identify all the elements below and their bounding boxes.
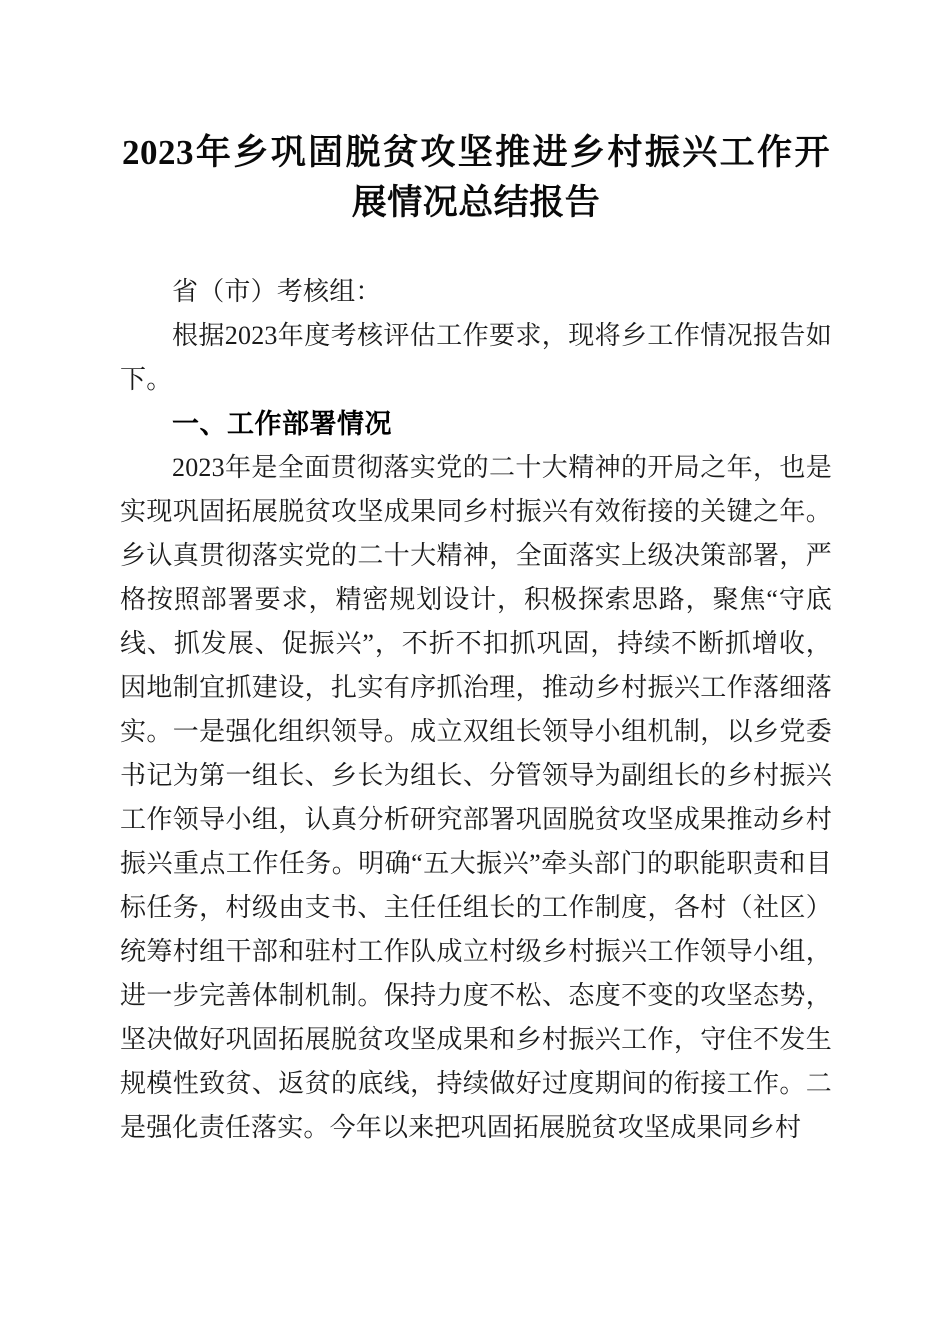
salutation: 省（市）考核组：: [172, 277, 382, 306]
section-1-paragraph-1: 2023年是全面贯彻落实党的二十大精神的开局之年，也是实现巩固拓展脱贫攻坚成果同乡村振兴有效衔接的关键之年。乡认真贯彻落实党的二十大精神，全面落实上级决策部署，严格按照部署要求，精密规划设计，积极探索思路，聚焦“守底线、抓发展、促振兴”，不折不扣抓巩固，持续不断抓增收，因地制宜抓建设，扎实有序抓治理，推动乡村振兴工作落细落实。一是强化组织领导。成立双组长领导小组机制，以乡党委书记为第一组长、乡长为组长、分管领导为副组长的乡村振兴工作领导小组，认真分析研究部署巩固脱贫攻坚成果推动乡村振兴重点工作任务。明确“五大振兴”牵头部门的职能职责和目标任务，村级由支书、主任任组长的工作制度，各村（社区）统筹村组干部和驻村工作队成立村级乡村振兴工作领导小组，进一步完善体制机制。保持力度不松、态度不变的攻坚态势，坚决做好巩固拓展脱贫攻坚成果和乡村振兴工作，守住不发生规模性致贫、返贫的底线，持续做好过度期间的衔接工作。二是强化责任落实。今年以来把巩固拓展脱贫攻坚成果同乡村: [120, 453, 832, 1142]
page-title: [120, 0, 832, 228]
section-heading-1: 一、工作部署情况: [172, 409, 392, 439]
document-body: [120, 270, 832, 1150]
page-title-line-2: 展情况总结报告: [351, 183, 601, 222]
intro-paragraph: 根据2023年度考核评估工作要求，现将乡工作情况报告如下。: [120, 321, 832, 394]
page-content: [120, 0, 832, 1150]
page-title-line-1: 2023年乡巩固脱贫攻坚推进乡村振兴工作开: [122, 133, 830, 172]
